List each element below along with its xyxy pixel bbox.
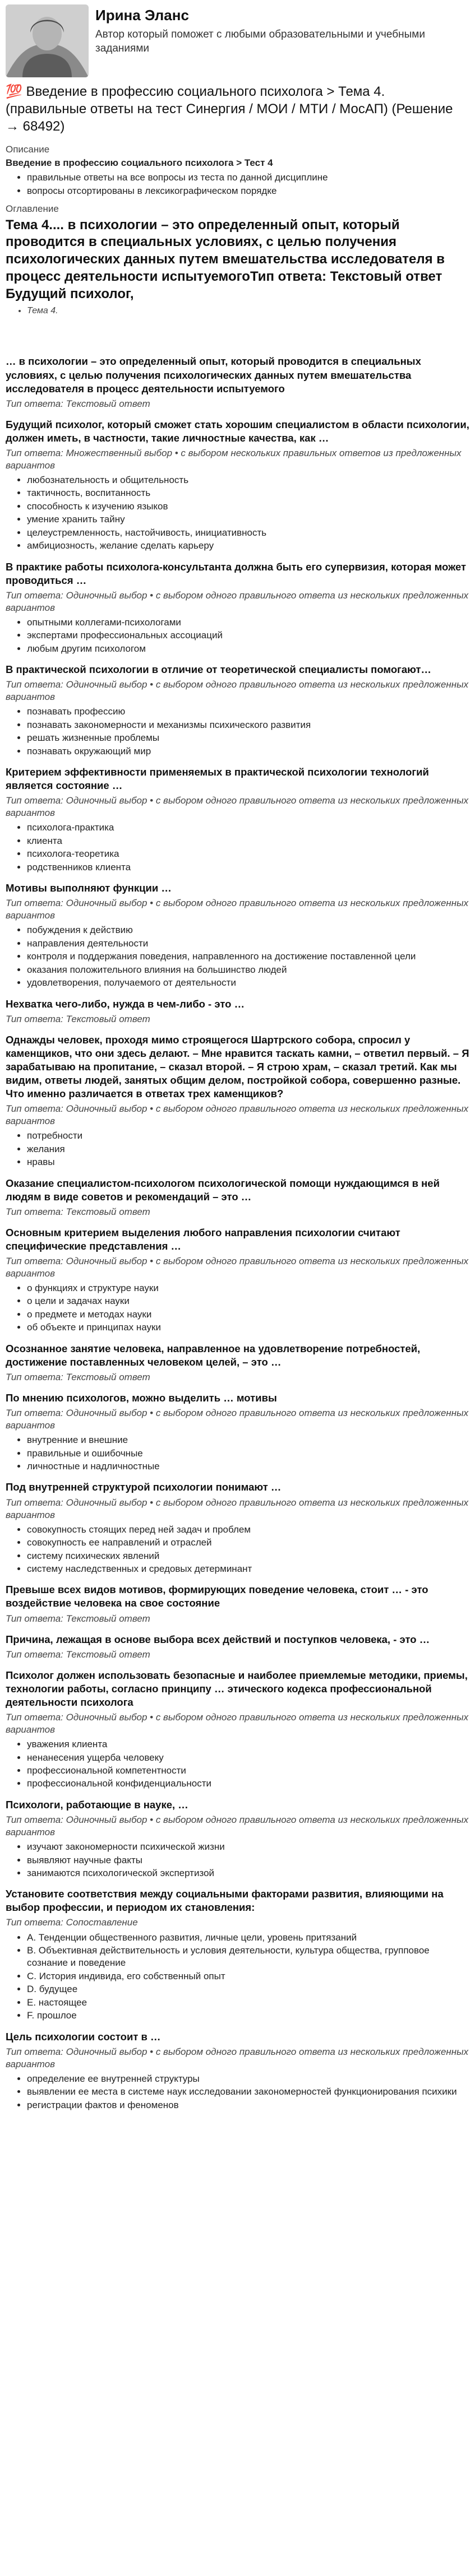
answer-option: • психолога-теоретика xyxy=(27,848,469,860)
answer-option: • контроля и поддержания поведения, направленного на достижение поставленной цели xyxy=(27,950,469,963)
answer-option: • о цели и задачах науки xyxy=(27,1295,469,1307)
answer-type: Тип ответа: Текстовый ответ xyxy=(6,1649,150,1660)
answer-option: • внутренние и внешние xyxy=(27,1434,469,1446)
answer-option: • правильные и ошибочные xyxy=(27,1447,469,1460)
answer-options xyxy=(6,1130,469,1168)
author-avatar[interactable] xyxy=(6,4,89,77)
question-title: Превыше всех видов мотивов, формирующих поведение человека, стоит … - это воздействие человека на свое состояние xyxy=(6,1584,428,1609)
answer-option: • совокупность стоящих перед ней задач и проблем xyxy=(27,1524,469,1536)
answer-option: • родственников клиента xyxy=(27,861,469,874)
question-block xyxy=(6,1391,469,1473)
question-title: В практической психологии в отличие от теоретической специалисты помогают… xyxy=(6,663,432,676)
answer-option: • профессиональной компетентности xyxy=(27,1765,469,1777)
answer-options xyxy=(6,1932,469,2022)
answer-option: • оказания положительного влияния на большинство людей xyxy=(27,964,469,976)
answer-options xyxy=(6,2073,469,2111)
answer-option: • F. прошлое xyxy=(27,2009,469,2022)
answer-option: • умение хранить тайну xyxy=(27,513,469,526)
question-title: Установите соответствия между социальными факторами развития, влияющими на выбор профессии, и периодом их становления: xyxy=(6,1888,444,1914)
answer-option: • экспертами профессиональных ассоциаций xyxy=(27,629,469,642)
answer-type: Тип ответа: Одиночный выбор • с выбором одного правильного ответа из нескольких предложенных вариантов xyxy=(6,898,469,921)
author-info xyxy=(95,4,469,56)
answer-option: • удовлетворения, получаемого от деятельности xyxy=(27,977,469,989)
question-title: По мнению психологов, можно выделить … мотивы xyxy=(6,1391,277,1404)
description-list xyxy=(6,171,469,197)
answer-options xyxy=(6,1841,469,1879)
answer-type: Тип ответа: Одиночный выбор • с выбором одного правильного ответа из нескольких предложенных вариантов xyxy=(6,590,469,613)
answer-option: • любознательность и общительность xyxy=(27,474,469,486)
answer-option: • личностные и надличностные xyxy=(27,1460,469,1473)
answer-option: • систему психических явлений xyxy=(27,1550,469,1562)
question-block xyxy=(6,1342,469,1384)
answer-options xyxy=(6,821,469,874)
question-block xyxy=(6,418,469,553)
question-title: Критерием эффективности применяемых в практической психологии технологий является состояние … xyxy=(6,766,429,792)
answer-options xyxy=(6,1738,469,1790)
answer-options xyxy=(6,1282,469,1334)
answer-type: Тип ответа: Одиночный выбор • с выбором одного правильного ответа из нескольких предложенных вариантов xyxy=(6,1407,469,1431)
author-description: Автор который поможет с любыми образовательными и учебными заданиями xyxy=(95,29,425,54)
answer-option: • E. настоящее xyxy=(27,1997,469,2009)
question-block xyxy=(6,1669,469,1790)
answer-type: Тип ответа: Текстовый ответ xyxy=(6,1613,150,1624)
answer-options xyxy=(6,474,469,553)
question-block xyxy=(6,1633,469,1661)
author-name[interactable]: Ирина Эланс xyxy=(95,7,189,24)
answer-option: • регистрации фактов и феноменов xyxy=(27,2099,469,2111)
description-section xyxy=(6,143,469,198)
answer-options xyxy=(6,706,469,758)
description-item: • вопросы отсортированы в лексикографическом порядке xyxy=(27,185,469,197)
answer-option: • занимаются психологической экспертизой xyxy=(27,1867,469,1879)
answer-type: Тип ответа: Текстовый ответ xyxy=(6,1013,150,1024)
question-title: Под внутренней структурой психологии понимают … xyxy=(6,1481,282,1493)
question-block xyxy=(6,881,469,989)
question-title: Осознанное занятие человека, направленное на удовлетворение потребностей, достижение поставленных человеком целей, – это … xyxy=(6,1342,421,1368)
answer-option: • выявлении ее места в системе наук исследовании закономерностей функционирования психики xyxy=(27,2086,469,2098)
answer-type: Тип ответа: Одиночный выбор • с выбором одного правильного ответа из нескольких предложенных вариантов xyxy=(6,1497,469,1520)
question-block xyxy=(6,1583,469,1624)
answer-options xyxy=(6,924,469,989)
answer-type: Тип ответа: Одиночный выбор • с выбором одного правильного ответа из нескольких предложенных вариантов xyxy=(6,795,469,819)
answer-option: • способность к изучению языков xyxy=(27,500,469,513)
question-title: Мотивы выполняют функции … xyxy=(6,882,172,894)
answer-option: • амбициозность, желание сделать карьеру xyxy=(27,540,469,552)
answer-option: • о функциях и структуре науки xyxy=(27,1282,469,1294)
question-block xyxy=(6,2030,469,2112)
answer-option: • систему наследственных и средовых детерминант xyxy=(27,1563,469,1575)
answer-option: • A. Тенденции общественного развития, личные цели, уровень притязаний xyxy=(27,1932,469,1944)
question-block xyxy=(6,355,469,410)
page-title: 💯 Введение в профессию социального психолога > Тема 4. (правильные ответы на тест Синергия / МОИ / МТИ / МосАП) (Решение → 68492) xyxy=(6,84,453,134)
question-block xyxy=(6,1033,469,1169)
question-title: Причина, лежащая в основе выбора всех действий и поступков человека, - это … xyxy=(6,1633,430,1645)
answer-option: • B. Объективная действительность и условия деятельности, культура общества, групповое сознание и поведение xyxy=(27,1944,469,1970)
toc-heading: Тема 4.... в психологии – это определенный опыт, который проводится в специальных условиях, с целью получения психологических данных путем вмешательства исследователя в процесс деятельности испытуемогоТип ответа: Текстовый ответ Будущий психолог, xyxy=(6,217,445,301)
question-block xyxy=(6,997,469,1025)
answer-type: Тип ответа: Сопоставление xyxy=(6,1917,138,1928)
answer-type: Тип ответа: Одиночный выбор • с выбором одного правильного ответа из нескольких предложенных вариантов xyxy=(6,1103,469,1127)
answer-type: Тип ответа: Одиночный выбор • с выбором одного правильного ответа из нескольких предложенных вариантов xyxy=(6,2046,469,2069)
answer-type: Тип ответа: Одиночный выбор • с выбором одного правильного ответа из нескольких предложенных вариантов xyxy=(6,1255,469,1279)
questions-list xyxy=(6,355,469,2111)
answer-option: • нравы xyxy=(27,1156,469,1168)
description-heading: Введение в профессию социального психолога > Тест 4 xyxy=(6,157,273,168)
answer-option: • профессиональной конфиденциальности xyxy=(27,1777,469,1790)
answer-type: Тип ответа: Текстовый ответ xyxy=(6,1371,150,1382)
answer-option: • познавать профессию xyxy=(27,706,469,718)
answer-option: • выявляют научные факты xyxy=(27,1854,469,1867)
avatar-image-icon xyxy=(6,4,89,77)
answer-option: • решать жизненные проблемы xyxy=(27,732,469,744)
answer-option: • определение ее внутренней структуры xyxy=(27,2073,469,2085)
question-block xyxy=(6,765,469,874)
answer-option: • познавать закономерности и механизмы психического развития xyxy=(27,719,469,731)
answer-option: • познавать окружающий мир xyxy=(27,745,469,758)
answer-option: • желания xyxy=(27,1143,469,1155)
answer-option: • уважения клиента xyxy=(27,1738,469,1751)
question-block xyxy=(6,1480,469,1575)
answer-option: • D. будущее xyxy=(27,1983,469,1995)
answer-option: • целеустремленность, настойчивость, инициативность xyxy=(27,527,469,539)
answer-options xyxy=(6,1524,469,1576)
question-block xyxy=(6,1226,469,1334)
question-title: Цель психологии состоит в … xyxy=(6,2030,161,2043)
answer-option: • C. История индивида, его собственный опыт xyxy=(27,1970,469,1983)
answer-type: Тип ответа: Текстовый ответ xyxy=(6,1206,150,1217)
answer-option: • совокупность ее направлений и отраслей xyxy=(27,1537,469,1549)
answer-type: Тип ответа: Одиночный выбор • с выбором одного правильного ответа из нескольких предложенных вариантов xyxy=(6,679,469,703)
answer-options xyxy=(6,616,469,655)
answer-option: • о предмете и методах науки xyxy=(27,1308,469,1321)
answer-option: • побуждения к действию xyxy=(27,924,469,936)
question-title: Психологи, работающие в науке, … xyxy=(6,1798,188,1811)
spacer xyxy=(6,321,469,347)
answer-option: • ненанесения ущерба человеку xyxy=(27,1752,469,1764)
answer-type: Тип ответа: Множественный выбор • с выбором нескольких правильных ответов из предложенных вариантов xyxy=(6,447,462,471)
question-block xyxy=(6,1887,469,2022)
author-card xyxy=(6,4,469,77)
toc-label: Оглавление xyxy=(6,203,59,215)
question-title: Будущий психолог, который сможет стать хорошим специалистом в области психологии, должен иметь, в частности, такие личностные качества, как … xyxy=(6,418,469,444)
answer-option: • опытными коллегами-психологами xyxy=(27,616,469,629)
answer-type: Тип ответа: Одиночный выбор • с выбором одного правильного ответа из нескольких предложенных вариантов xyxy=(6,1711,469,1735)
question-block xyxy=(6,560,469,656)
answer-options xyxy=(6,1434,469,1473)
toc-item[interactable]: • Тема 4. xyxy=(27,305,469,317)
answer-option: • потребности xyxy=(27,1130,469,1142)
toc-list xyxy=(6,305,469,317)
question-block xyxy=(6,1177,469,1218)
description-label: Описание xyxy=(6,143,50,155)
answer-type: Тип ответа: Одиночный выбор • с выбором одного правильного ответа из нескольких предложенных вариантов xyxy=(6,1814,469,1837)
answer-type: Тип ответа: Текстовый ответ xyxy=(6,398,150,409)
question-title: В практике работы психолога-консультанта должна быть его супервизия, которая может проводиться … xyxy=(6,560,467,586)
answer-option: • клиента xyxy=(27,835,469,847)
toc-section xyxy=(6,203,469,317)
answer-option: • об объекте и принципах науки xyxy=(27,1321,469,1334)
question-title: Оказание специалистом-психологом психологической помощи нуждающимся в ней людям в виде советов и рекомендаций – это … xyxy=(6,1177,440,1203)
answer-option: • направления деятельности xyxy=(27,937,469,950)
question-title: … в психологии – это определенный опыт, который проводится в специальных условиях, с целью получения психологических данных путем вмешательства исследователя в процесс деятельности испытуемого xyxy=(6,355,421,394)
question-title: Нехватка чего-либо, нужда в чем-либо - это … xyxy=(6,997,245,1010)
question-title: Основным критерием выделения любого направления психологии считают специфические представления … xyxy=(6,1226,400,1252)
question-title: Однажды человек, проходя мимо строящегося Шартрского собора, спросил у каменщиков, что они здесь делают. – Мне нравится таскать камни, – ответил первый. – Я зарабатываю на пропитание, – сказал второй. – Я строю храм, – сказал третий. Как мы видим, ответы людей, занятых общим делом, постройкой собора, совершенно разные. Что именно различается в ответах трех каменщиков? xyxy=(6,1033,469,1099)
question-title: Психолог должен использовать безопасные и наиболее приемлемые методики, приемы, технологии работы, согласно принципу … этического кодекса профессиональной деятельности психолога xyxy=(6,1669,468,1708)
description-item: • правильные ответы на все вопросы из теста по данной дисциплине xyxy=(27,171,469,184)
question-block xyxy=(6,663,469,758)
answer-option: • любым другим психологом xyxy=(27,643,469,655)
answer-option: • изучают закономерности психической жизни xyxy=(27,1841,469,1853)
answer-option: • тактичность, воспитанность xyxy=(27,487,469,499)
question-block xyxy=(6,1798,469,1880)
answer-option: • психолога-практика xyxy=(27,821,469,834)
